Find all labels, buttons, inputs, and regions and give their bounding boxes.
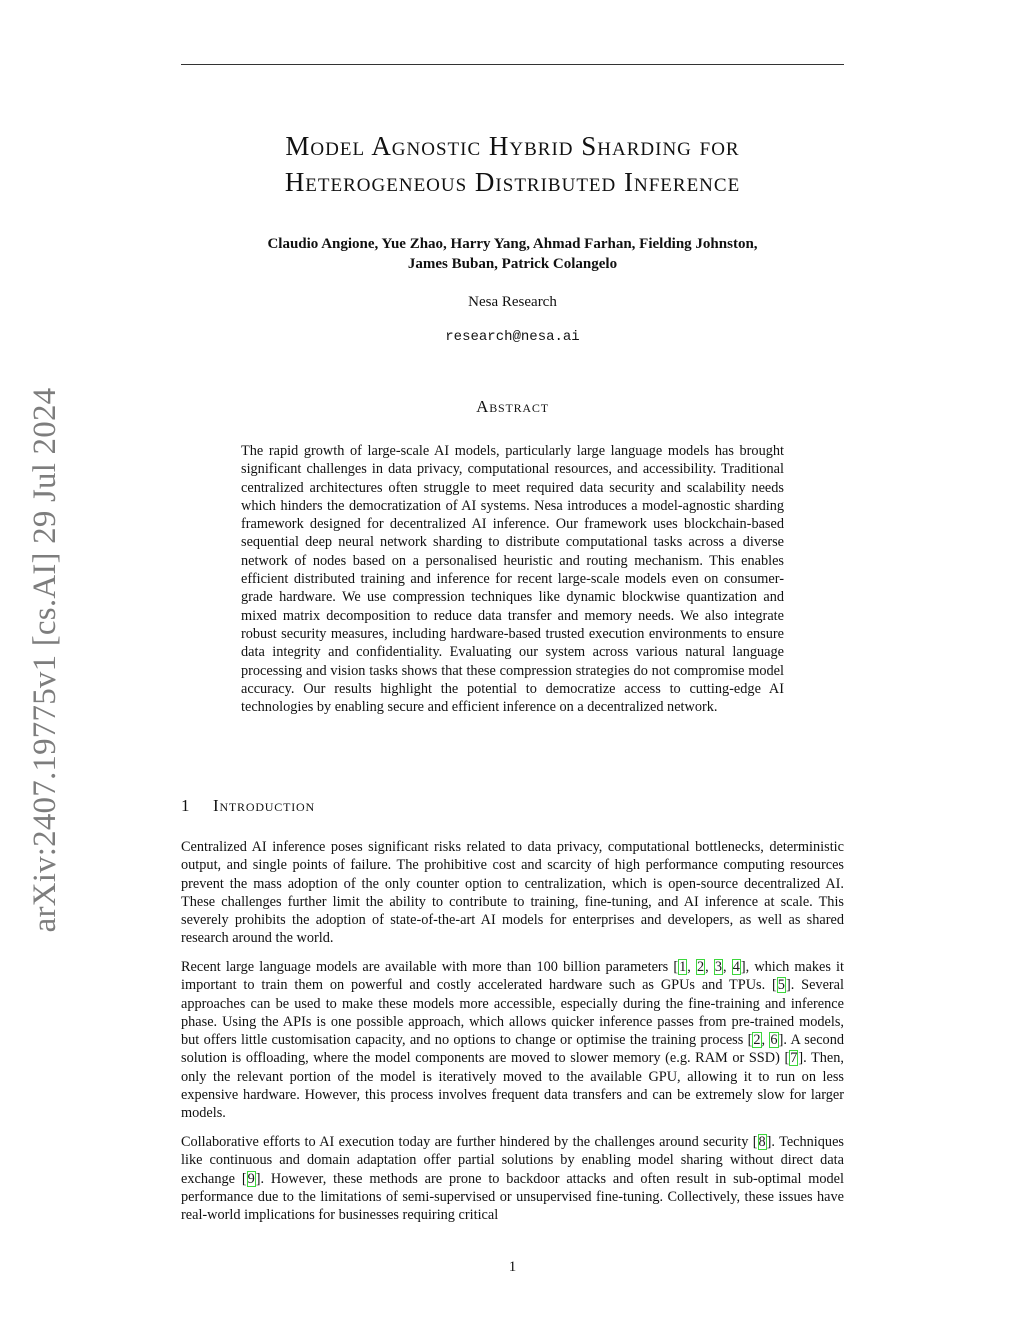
citation-link[interactable]: 8 (758, 1134, 766, 1150)
citation-link[interactable]: 6 (770, 1032, 778, 1049)
paragraph-text: ], which makes it important to train them on powerful and costly accelerated hardware such as GPUs and TPUs. [ (181, 959, 844, 994)
section-number: 1 (181, 796, 191, 815)
citation-separator: , (761, 1032, 770, 1049)
citation-link[interactable]: 9 (247, 1170, 255, 1187)
arxiv-identifier-stamp[interactable]: arXiv:2407.19775v1 [cs.AI] 29 Jul 2024 (27, 387, 63, 933)
paper-title (181, 128, 844, 200)
abstract-heading: Abstract (476, 397, 549, 416)
paragraph-text: Collaborative efforts to AI execution today are further hindered by the challenges around security [ (181, 1134, 758, 1150)
contact-email[interactable]: research@nesa.ai (445, 329, 580, 345)
citation-link[interactable]: 7 (790, 1050, 798, 1067)
paper-title-line-1: Model Agnostic Hybrid Sharding for (285, 131, 740, 161)
intro-paragraph-1: Centralized AI inference poses significant risks related to data privacy, computational bottlenecks, deterministic output, and single points of failure. The prohibitive cost and scarcity of high performance computing resources prevent the mass adoption of the only counter option to centralization, which is open-source decentralized AI. These challenges further limit the ability to contribute to training, fine-tuning, and AI inference at scale. This severely prohibits the adoption of state-of-the-art AI models for enterprises and developers, as well as shared research around the world. (181, 839, 844, 947)
paragraph-text: Recent large language models are available with more than 100 billion parameters [ (181, 959, 679, 975)
intro-paragraph-3 (181, 1133, 844, 1224)
citation-link[interactable]: 3 (714, 959, 722, 975)
paragraph-text: ]. A second solution is offloading, where the model components are moved to slower memory (e.g. RAM or SSD) [ (181, 1032, 844, 1067)
author-list-line-2: James Buban, Patrick Colangelo (407, 256, 618, 272)
affiliation: Nesa Research (468, 294, 557, 310)
citation-link[interactable]: 2 (753, 1032, 761, 1049)
section-title: Introduction (213, 796, 315, 815)
citation-link[interactable]: 1 (679, 959, 687, 975)
author-list-line-1: Claudio Angione, Yue Zhao, Harry Yang, Ahmad Farhan, Fielding Johnston, (267, 236, 758, 252)
citation-link[interactable]: 4 (732, 959, 740, 975)
author-list (181, 234, 844, 274)
citation-separator: , (705, 959, 714, 975)
section-heading-introduction (181, 795, 315, 817)
paragraph-text: ]. However, these methods are prone to backdoor attacks and often result in sub-optimal model performance due to the limitations of semi-supervised or unsupervised fine-tuning. Collectively, these issues have real-world implications for businesses requiring critical (181, 1170, 844, 1224)
paragraph-text: ]. Several approaches can be used to make these models more accessible, especially during the fine-training and inference phase. Using the APIs is one possible approach, which allows quicker inference passes from pre-trained models, but offers little customisation capacity, and no options to change or optimise the training process [ (181, 977, 844, 1049)
paragraph-text: ]. Then, only the relevant portion of the model is iteratively moved to the available GPU, allowing it to run on less expensive hardware. However, this process involves frequent data transfers and can be extremely slow for larger models. (181, 1050, 845, 1122)
citation-link[interactable]: 5 (777, 977, 785, 994)
abstract-text: The rapid growth of large-scale AI models, particularly large language models has brought significant challenges in data privacy, computational resources, and accessibility. Traditional centralized architectures often struggle to meet required data security and scalability needs which hinders the democratization of AI systems. Nesa introduces a model-agnostic sharding framework designed for decentralized AI inference. Our framework uses blockchain-based sequential deep neural network sharding to distribute computational tasks across a diverse network of nodes based on a personalised heuristic and routing mechanism. This enables efficient distributed training and inference for recent large-scale models even on consumer-grade hardware. We use compression techniques like dynamic blockwise quantization and mixed matrix decomposition to reduce data transfer and memory needs. We also integrate robust security measures, including hardware-based trusted execution environments to ensure data integrity and confidentiality. Evaluating our system across various natural language processing and vision tasks shows that these compression strategies do not compromise model accuracy. Our results highlight the potential to democratize access to cutting-edge AI technologies by enabling secure and efficient inference on a decentralized network. (241, 443, 784, 716)
page-number: 1 (508, 1259, 517, 1275)
citation-separator: , (723, 959, 732, 975)
header-rule (181, 64, 844, 65)
citation-link[interactable]: 2 (696, 959, 705, 975)
paragraph-text: ]. Techniques like continuous and domain adaptation offer partial solutions by enabling model sharing without direct data exchange [ (181, 1134, 844, 1187)
paper-title-line-2: Heterogeneous Distributed Inference (284, 167, 741, 197)
intro-paragraph-2 (181, 958, 844, 1123)
citation-separator: , (687, 959, 696, 975)
